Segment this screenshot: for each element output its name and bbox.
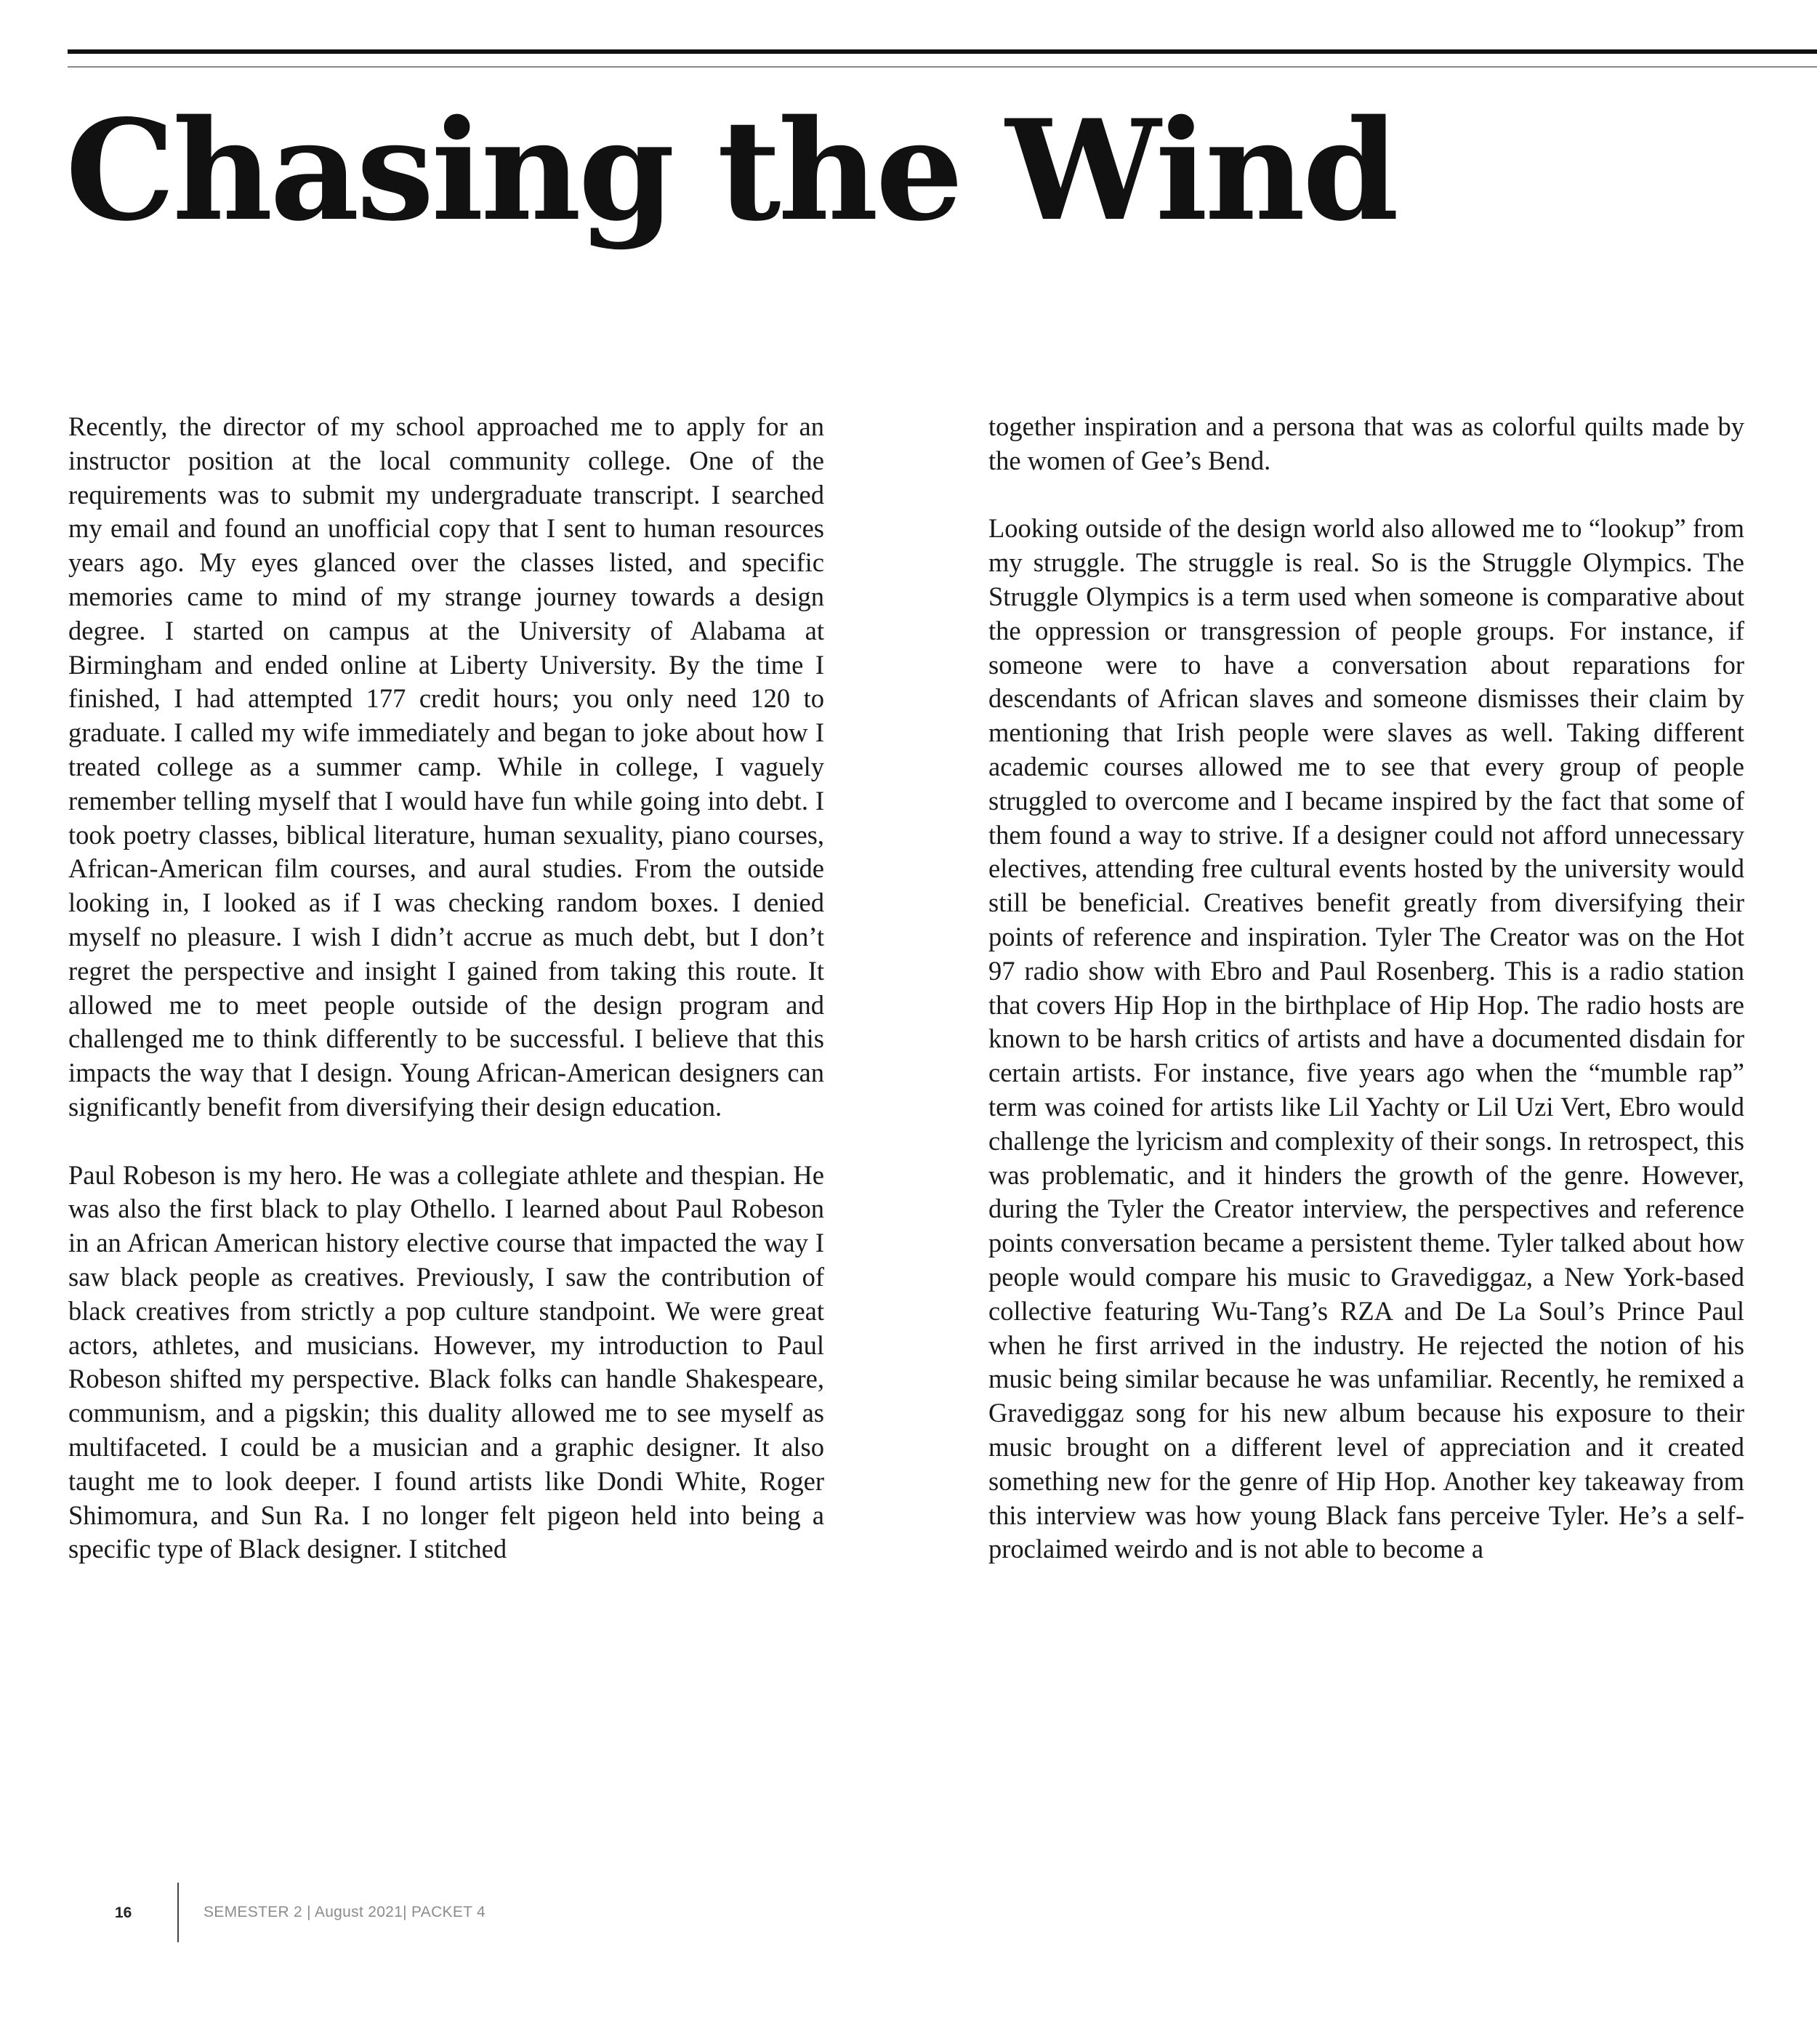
right-paragraph-1: together inspiration and a persona that was as colorful quilts made by the women of Gee’s Bend. bbox=[988, 411, 1744, 475]
left-paragraph-2: Paul Robeson is my hero. He was a collegiate athlete and thespian. He was also the first black to play Othello. I learned about Paul Robeson in an African American history elective course that impacted the way I saw black people as creatives. Previously, I saw the contribution of black creatives from strictly a pop culture standpoint. We were great actors, athletes, and musicians. However, my introduction to Paul Robeson shifted my perspective. Black folks can handle Shakespeare, communism, and a pigskin; this duality allowed me to see myself as multifaceted. I could be a musician and a graphic designer. It also taught me to look deeper. I found artists like Dondi White, Roger Shimomura, and Sun Ra. I no longer felt pigeon held into being a specific type of Black designer. I stitched bbox=[68, 1159, 824, 1564]
footer-publication-info: SEMESTER 2 | August 2021| PACKET 4 bbox=[204, 1904, 486, 1920]
header-rule-thick bbox=[68, 49, 1817, 54]
article-title: Chasing the Wind bbox=[65, 89, 1396, 252]
footer-divider bbox=[177, 1883, 179, 1942]
header-rule-thin bbox=[68, 66, 1817, 68]
right-paragraph-2: Looking outside of the design world also allowed me to “lookup” from my struggle. The struggle is real. So is the Struggle Olympics. The Struggle Olympics is a term used when someone is comparative about the oppression or transgression of people groups. For instance, if someone were to have a conversation about reparations for descendants of African slaves and someone dismisses their claim by mentioning that Irish people were slaves as well. Taking different academic courses allowed me to see that every group of people struggled to overcome and I became inspired by the fact that some of them found a way to strive. If a designer could not afford unnecessary electives, attending free cultural events hosted by the university would still be beneficial. Creatives benefit greatly from diversifying their points of reference and inspiration. Tyler The Creator was on the Hot 97 radio show with Ebro and Paul Rosenberg. This is a radio station that covers Hip Hop in the birthplace of Hip Hop. The radio hosts are known to be harsh critics of artists and have a documented disdain for certain artists. For instance, five years ago when the “mumble rap” term was coined for artists like Lil Yachty or Lil Uzi Vert, Ebro would challenge the lyricism and complexity of their songs. In retrospect, this was problematic, and it hinders the growth of the genre. However, during the Tyler the Creator interview, the perspectives and reference points conversation became a persistent theme. Tyler talked about how people would compare his music to Gravediggaz, a New York-based collective featuring Wu-Tang’s RZA and De La Soul’s Prince Paul when he first arrived in the industry. He rejected the notion of his music being similar because he was unfamiliar. Recently, he remixed a Gravediggaz song for his new album because his exposure to their music brought on a different level of appreciation and it created something new for the genre of Hip Hop. Another key takeaway from this interview was how young Black fans perceive Tyler. He’s a self-proclaimed weirdo and is not able to become a bbox=[988, 513, 1744, 1564]
page-number: 16 bbox=[115, 1904, 132, 1921]
left-column bbox=[68, 410, 824, 1566]
right-column bbox=[988, 410, 1744, 1566]
left-paragraph-1: Recently, the director of my school approached me to apply for an instructor position at the local community college. One of the requirements was to submit my undergraduate transcript. I searched my email and found an unofficial copy that I sent to human resources years ago. My eyes glanced over the classes listed, and specific memories came to mind of my strange journey towards a design degree. I started on campus at the University of Alabama at Birmingham and ended online at Liberty University. By the time I finished, I had attempted 177 credit hours; you only need 120 to graduate. I called my wife immediately and began to joke about how I treated college as a summer camp. While in college, I vaguely remember telling myself that I would have fun while going into debt. I took poetry classes, biblical literature, human sexuality, piano courses, African-American film courses, and aural studies. From the outside looking in, I looked as if I was checking random boxes. I denied myself no pleasure. I wish I didn’t accrue as much debt, but I don’t regret the perspective and insight I gained from taking this route. It allowed me to meet people outside of the design program and challenged me to think differently to be successful. I believe that this impacts the way that I design. Young African-American designers can significantly benefit from diversifying their design education. bbox=[68, 411, 824, 1122]
